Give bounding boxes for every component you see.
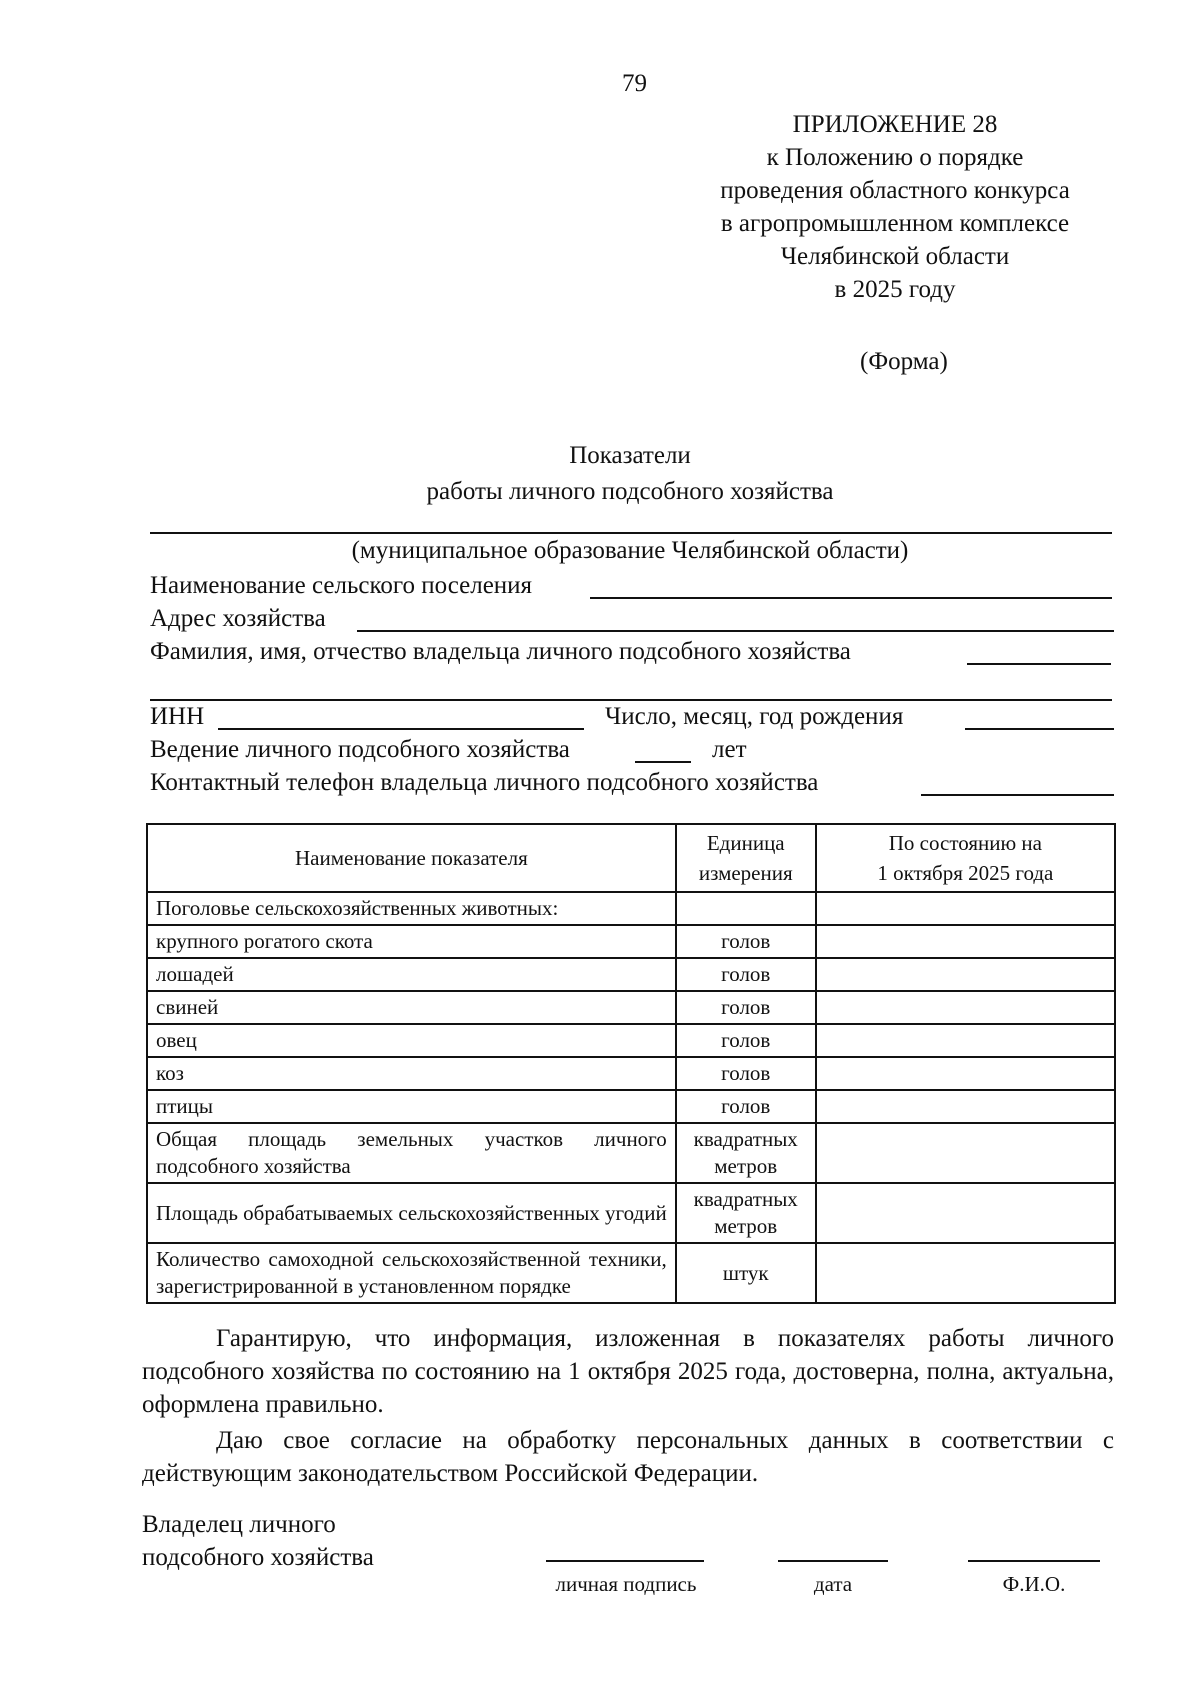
table-row [147,925,1115,958]
row-value-cell[interactable] [816,1243,1115,1303]
row-value-cell[interactable] [816,958,1115,991]
signature-field-line[interactable] [546,1560,704,1562]
row-value-cell[interactable] [816,991,1115,1024]
row-value-cell[interactable] [816,1123,1115,1183]
table-row [147,991,1115,1024]
birth-date-label: Число, месяц, год рождения [605,703,904,730]
appendix-line: в 2025 году [834,276,956,303]
row-value-cell[interactable] [816,892,1115,925]
row-unit: штук [676,1243,816,1303]
row-unit: квадратных метров [676,1183,816,1243]
header-unit [676,824,816,892]
owner-name-field-line[interactable] [967,663,1111,665]
title-line-1: Показатели [569,442,691,469]
fio-caption: Ф.И.О. [1002,1572,1066,1596]
guarantee-paragraph: Гарантирую, что информация, изложенная в показателях работы личного подсобного хозяйства по состоянию на 1 октября 2025 года, достоверна, полна, актуальна, оформлена правильно. [142,1325,1114,1418]
inn-label: ИНН [150,703,205,730]
table-row [147,1057,1115,1090]
owner-label-line-2: подсобного хозяйства [142,1544,374,1571]
row-value-cell[interactable] [816,1024,1115,1057]
row-name: овец [147,1024,676,1057]
row-unit: голов [676,1024,816,1057]
row-name: Количество самоходной сельскохозяйственной техники, зарегистрированной в установленном порядке [147,1243,676,1303]
row-name: Общая площадь земельных участков личного подсобного хозяйства [147,1123,676,1183]
table-row [147,1123,1115,1183]
row-unit: квадратных метров [676,1123,816,1183]
row-name: коз [147,1057,676,1090]
page-number: 79 [622,70,647,97]
row-name: Площадь обрабатываемых сельскохозяйственных угодий [147,1183,676,1243]
farming-years-unit: лет [712,736,747,763]
farming-years-field-line[interactable] [635,761,691,763]
header-value [816,824,1115,892]
row-unit: голов [676,1090,816,1123]
date-caption: дата [813,1572,853,1596]
appendix-line: проведения областного конкурса [720,177,1070,204]
settlement-field-line[interactable] [590,597,1112,599]
phone-field-line[interactable] [921,794,1114,796]
owner-name-field-line-2[interactable] [150,699,1112,701]
form-label: (Форма) [860,348,948,375]
table-header-row [147,824,1115,892]
settlement-label: Наименование сельского поселения [150,572,533,599]
row-unit [676,892,816,925]
inn-field-line[interactable] [218,728,584,730]
birth-date-field-line[interactable] [965,728,1114,730]
row-value-cell[interactable] [816,925,1115,958]
header-unit-line-1: Единица [706,831,785,855]
owner-label-line-1: Владелец личного [142,1511,336,1538]
signature-caption: личная подпись [555,1572,697,1596]
indicators-table [146,823,1116,1304]
consent-paragraph: Даю свое согласие на обработку персональных данных в соответствии с действующим законодательством Российской Федерации. [142,1427,1114,1487]
title-line-2: работы личного подсобного хозяйства [426,478,834,505]
table-row [147,892,1115,925]
table-row [147,1183,1115,1243]
appendix-title: ПРИЛОЖЕНИЕ 28 [792,111,998,138]
address-field-line[interactable] [357,630,1114,632]
row-value-cell[interactable] [816,1090,1115,1123]
owner-name-label: Фамилия, имя, отчество владельца личного подсобного хозяйства [150,638,851,665]
fio-field-line[interactable] [968,1560,1100,1562]
row-value-cell[interactable] [816,1183,1115,1243]
appendix-line: в агропромышленном комплексе [720,210,1070,237]
row-unit: голов [676,1057,816,1090]
row-name: свиней [147,991,676,1024]
municipality-caption: (муниципальное образование Челябинской области) [351,537,909,564]
table-row [147,1243,1115,1303]
header-value-line-1: По состоянию на [888,831,1042,855]
appendix-line: к Положению о порядке [766,144,1024,171]
owner-signature-label [142,1508,374,1574]
address-label: Адрес хозяйства [150,605,326,632]
row-name: крупного рогатого скота [147,925,676,958]
header-unit-line-2: измерения [698,861,793,885]
row-unit: голов [676,958,816,991]
row-name: лошадей [147,958,676,991]
row-value-cell[interactable] [816,1057,1115,1090]
header-indicator-name: Наименование показателя [147,824,676,892]
appendix-header [705,108,1085,306]
table-row [147,958,1115,991]
row-name: Поголовье сельскохозяйственных животных: [147,892,676,925]
document-title [300,438,960,510]
table-row [147,1090,1115,1123]
table-row [147,1024,1115,1057]
row-unit: голов [676,991,816,1024]
row-unit: голов [676,925,816,958]
row-name: птицы [147,1090,676,1123]
appendix-line: Челябинской области [780,243,1010,270]
date-field-line[interactable] [778,1560,888,1562]
municipality-field-line[interactable] [150,532,1112,534]
farming-years-label: Ведение личного подсобного хозяйства [150,736,570,763]
header-value-line-2: 1 октября 2025 года [877,861,1054,885]
phone-label: Контактный телефон владельца личного подсобного хозяйства [150,769,819,796]
